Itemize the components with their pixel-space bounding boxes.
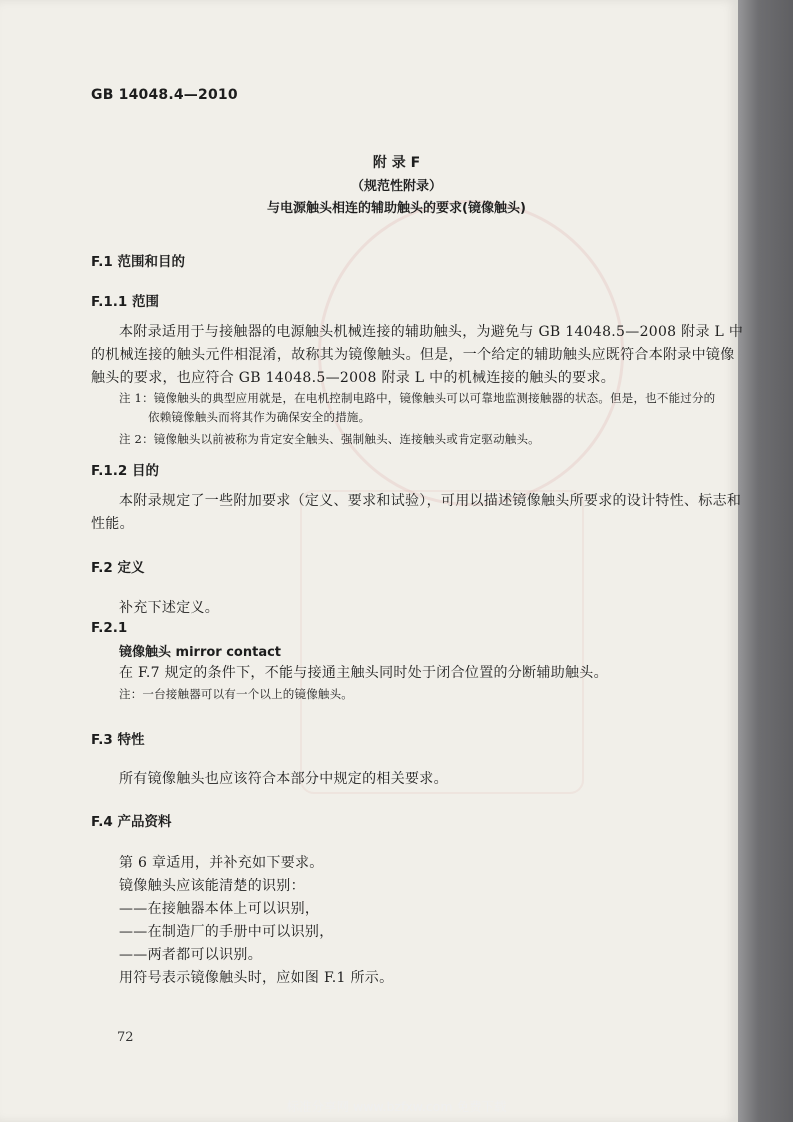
- standard-number-header: GB 14048.4—2010: [91, 87, 238, 103]
- annex-type: （规范性附录）: [350, 179, 442, 194]
- page-number: 72: [117, 1030, 134, 1045]
- section-heading-f1: F.1 范围和目的: [91, 254, 185, 270]
- paragraph-line: 第 6 章适用，并补充如下要求。: [119, 855, 324, 871]
- note-line: 依赖镜像触头而将其作为确保安全的措施。: [148, 410, 371, 424]
- note-line: 注 2：镜像触头以前被称为肯定安全触头、强制触头、连接触头或肯定驱动触头。: [119, 432, 540, 446]
- paragraph-line: 用符号表示镜像触头时，应如图 F.1 所示。: [119, 970, 394, 986]
- note-line: 注 1：镜像触头的典型应用就是，在电机控制电路中，镜像触头可以可靠地监测接触器的状态。但是，也不能过分的: [119, 391, 716, 405]
- term-entry: 镜像触头 mirror contact: [119, 645, 282, 660]
- definition-text: 在 F.7 规定的条件下，不能与接通主触头同时处于闭合位置的分断辅助触头。: [119, 665, 608, 681]
- paragraph-line: 本附录规定了一些附加要求（定义、要求和试验），可用以描述镜像触头所要求的设计特性、标志和: [119, 493, 742, 509]
- paragraph-line: 的机械连接的触头元件相混淆，故称其为镜像触头。但是，一个给定的辅助触头应既符合本附录中镜像: [91, 347, 735, 363]
- annex-title: 与电源触头相连的辅助触头的要求(镜像触头): [267, 201, 526, 216]
- list-item: ——在接触器本体上可以识别，: [119, 901, 320, 917]
- paragraph-line: 补充下述定义。: [119, 600, 220, 616]
- annex-label: 附 录 F: [372, 155, 421, 171]
- paragraph-line: 触头的要求，也应符合 GB 14048.5—2008 附录 L 中的机械连接的触头的要求。: [91, 370, 616, 386]
- section-heading-f4: F.4 产品资料: [91, 814, 172, 830]
- list-item: ——两者都可以识别。: [119, 947, 262, 963]
- paragraph-line: 本附录适用于与接触器的电源触头机械连接的辅助触头，为避免与 GB 14048.5—2008 附录 L 中: [119, 324, 744, 340]
- subsection-number: F.2.1: [91, 620, 128, 636]
- list-item: ——在制造厂的手册中可以识别，: [119, 924, 334, 940]
- paragraph-line: 性能。: [91, 516, 134, 532]
- section-heading-f3: F.3 特性: [91, 732, 145, 748]
- note-line: 注：一台接触器可以有一个以上的镜像触头。: [119, 687, 353, 701]
- section-heading-f2: F.2 定义: [91, 560, 145, 576]
- section-heading-f1-2: F.1.2 目的: [91, 463, 159, 479]
- faint-stamp-mark-2: [300, 490, 584, 794]
- paragraph-line: 镜像触头应该能清楚的识别：: [119, 878, 305, 894]
- paragraph-line: 所有镜像触头也应该符合本部分中规定的相关要求。: [119, 771, 448, 787]
- section-heading-f1-1: F.1.1 范围: [91, 294, 159, 310]
- footer-watermark: 标准分享网 www.bzfxw.com 免费下载: [286, 1099, 507, 1114]
